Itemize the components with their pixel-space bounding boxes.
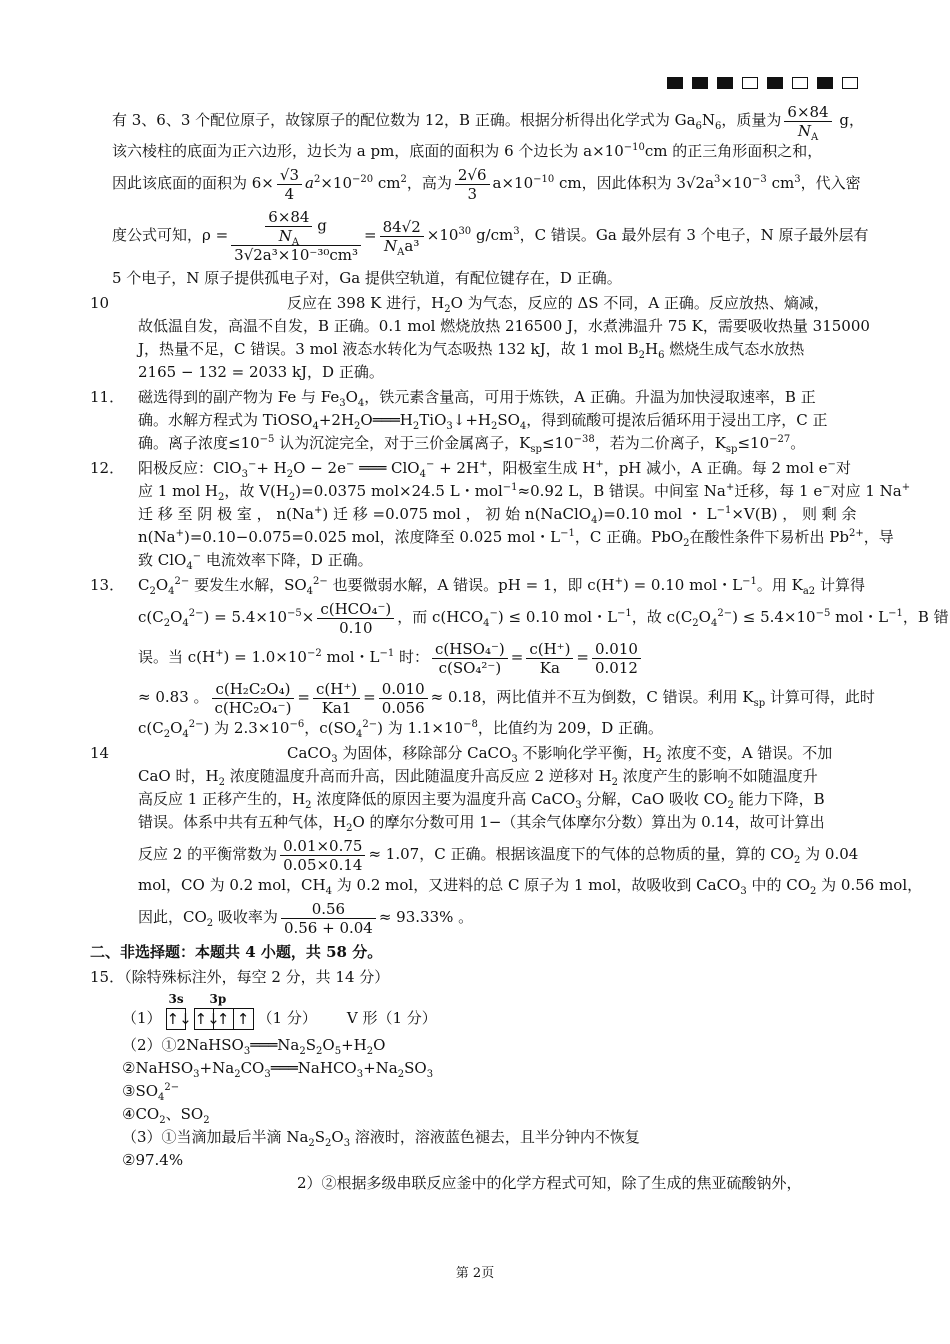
h-over-ka: $\frac{c(H^+)}{Ka}$ [526, 640, 573, 677]
hco4-fraction: $\frac{\text{c(HCO₄⁻)}}{0.10}$ [317, 600, 394, 637]
height-fraction: $\frac{2√6}{3}$ [455, 166, 490, 203]
q9-answer: 有 3、6、3 个配位原子，故镓原子的配位数为 12，B 正确。根据分析得出化学式为 $Ga_6N_6$，质量为 $\frac{6\times 84}{N_A}$ g， 该六棱柱的底面为正六边形，边长为 a pm，底面的面积为 6 个边长为 $a\times 10^{-10}cm$ 的正三角形面积之和， 因此该底面的面积为 6× $\frac{√3}{4}$ $a^2\times 10^{-20}$ $cm^2$，高为 $\frac{2√6}{3}$ $a\times 10^{-10}$ cm，因此体积为 $3√2a^3\times 10^{-3}$ $cm^3$，代入密 度公式可知，ρ = $\frac{6\times 84}{N_A}$ g 3√2a³×10⁻³⁰cm³ = $\frac{84√2}{N_Aa^3}$ $\times 10^{30}$ $g/cm^3$，C 错误。Ga 最外层有 3 个电子，N 原子最外层有 5 个电子，N 原子提供孤电子对，Ga 提供空轨道，有配位键存在，D 正确。 [112, 102, 869, 287]
answer-content [90, 100, 949, 1195]
square-empty [842, 77, 858, 89]
square-filled [817, 77, 833, 89]
square-empty [792, 77, 808, 89]
mass-fraction: $\frac{6\times 84}{N_A}$ [784, 103, 831, 140]
q12-answer: 12． 阳极反应：$ClO_3^-+ H_2O - 2e^-$ ═══ ClO$_4$− + 2H+，阳极室生成 H+，pH 减小，A 正确。每 2 mol e−对 应 1 mol $H_2$，故 $V(H_2)=0.0375$ mol×24.5 L・mol$^{-1}$≈0.92 L，B 错误。中间室 Na+迁移，每 1 e−对应 1 Na+ 迁 移 至 阴 极 室 ， n(Na+) 迁 移 =0.075 mol ， 初 始 n(NaClO$_4$)=0.10 mol ・ $L^{-1}\times V(B)$ ， 则 剩 余 n(Na+)=0.10−0.075=0.025 mol，浓度降至 0.025 mol・$L^{-1}$，C 正确。PbO$_2$在酸性条件下易析出 $Pb^{2+}$，导 致 ClO$_4$− 电流效率下降，D 正确。 [90, 459, 911, 572]
square-empty [742, 77, 758, 89]
density-fraction: $\frac{6\times 84}{N_A}$ g 3√2a³×10⁻³⁰cm³ [231, 208, 361, 264]
equilibrium-fraction: $\frac{0.01\times 0.75}{0.05\times 0.14}$ [280, 837, 365, 874]
square-filled [692, 77, 708, 89]
sqrt3-over-4: $\frac{√3}{4}$ [277, 166, 302, 203]
section-heading: 二、非选择题：本题共 4 小题，共 58 分。 [90, 943, 383, 961]
h-over-ka1: $\frac{c(H^+)}{Ka1}$ [313, 680, 360, 717]
ratio-0012: $\frac{0.010}{0.012}$ [592, 640, 641, 677]
page-footer: 第 2页 [455, 1266, 495, 1281]
ratio-0056: $\frac{0.010}{0.056}$ [379, 680, 428, 717]
square-filled [717, 77, 733, 89]
density-result-fraction: $\frac{84√2}{N_Aa^3}$ [380, 218, 424, 255]
square-filled [667, 77, 683, 89]
hso4-ratio: $\frac{\text{c(HSO₄⁻)}}{\text{c(SO₄²⁻)}}$ [432, 640, 508, 677]
q13-answer: 13． $C_2O_4^{2-}$ 要发生水解，$SO_4^{2-}$ 也要微弱水解，A 错误。pH = 1，即 c(H+) = 0.10 mol・$L^{-1}$。用 $K_{a2}$ 计算得 $c(C_2O_4^{2-}) = 5.4\times 10^{-5}\times$ $\frac{\text{c(HCO₄⁻)}}{0.10}$ ，而 $c(HCO_4^-) \le 0.10$ mol・$L^{-1}$，故 $c(C_2O_4^{2-}) \le 5.4\times 10^{-5}$ mol・$L^{-1}$，B 错 误。当 $c(H^+) = 1.0\times 10^{-2}$ mol・$L^{-1}$ 时： $\frac{\text{c(HSO₄⁻)}}{\text{c(SO₄²⁻)}}$ = $\frac{c(H^+)}{Ka}$ = $\frac{0.010}{0.012}$ ≈ 0.83 。 $\frac{\text{c(H₂C₂O₄)}}{\text{c(HC₂O₄⁻)}}$ = $\frac{c(H^+)}{Ka1}$ = $\frac{0.010}{0.056}$ ≈ 0.18，两比值并不互为倒数，C 错误。利用 $K_{sp}$ 计算可得，此时 $c(C_2O_4^{2-})$ 为 $2.3\times 10^{-6}$，$c(SO_4^{2-})$ 为 $1.1\times 10^{-8}$，比值约为 209，D 正确。 [90, 576, 949, 740]
progress-squares [667, 77, 858, 89]
q14-answer: 14 CaCO$_3$ 为固体，移除部分 CaCO$_3$ 不影响化学平衡，$H_2$ 浓度不变，A 错误。不加 CaO 时，$H_2$ 浓度随温度升高而升高，因此随温度升高反应 2 逆移对 $H_2$ 浓度产生的影响不如随温度升 高反应 1 正移产生的，$H_2$ 浓度降低的原因主要为温度升高 CaCO$_3$ 分解，CaO 吸收 $CO_2$ 能力下降，B 错误。体系中共有五种气体，$H_2O$ 的摩尔分数可用 1−（其余气体摩尔分数）算出为 0.14，故可计算出 反应 2 的平衡常数为 $\frac{0.01\times 0.75}{0.05\times 0.14}$ ≈ 1.07，C 正确。根据该温度下的气体的总物质的量，算的 $CO_2$ 为 0.04 mol，CO 为 0.2 mol，$CH_4$ 为 0.2 mol，又进料的总 C 原子为 1 mol，故吸收到 CaCO$_3$ 中的 $CO_2$ 为 0.56 mol， 因此，$CO_2$ 吸收率为 $\frac{0.56}{0.56 + 0.04}$ ≈ 93.33% 。 [90, 744, 923, 937]
q15-answer: 15．（除特殊标注外，每空 2 分，共 14 分） （1） 3s ↑↓ 3p ↑↓ ↑ ↑ （1 分） V 形（1 分） $(2)①2NaHSO_3═══Na_2S_2O_5+H_2O$ $②NaHSO_3+Na_2CO_3═══NaHCO_3+Na_2SO_3$ $③SO_4^{2-}$ $④CO_2$、$SO_2$ （3）①当滴加最后半滴 $Na_2S_2O_3$ 溶液时，溶液蓝色褪去，且半分钟内不恢复 ②97.4% 2）②根据多级串联反应釜中的化学方程式可知，除了生成的焦亚硫酸钠外， [90, 968, 802, 1192]
square-filled [767, 77, 783, 89]
h2c2o4-ratio: $\frac{\text{c(H₂C₂O₄)}}{\text{c(HC₂O₄⁻)}}$ [212, 680, 295, 717]
absorption-fraction: $\frac{0.56}{0.56 + 0.04}$ [281, 900, 376, 937]
q10-answer: 10 反应在 398 K 进行，$H_2O$ 为气态，反应的 ΔS 不同，A 正确。反应放热、熵减， 故低温自发，高温不自发，B 正确。0.1 mol 燃烧放热 216500 J，水煮沸温升 75 K，需要吸收热量 315000 J，热量不足，C 错误。3 mol 液态水转化为气态吸热 132 kJ，故 1 mol $B_2H_6$ 燃烧生成气态水放热 2165 − 132 = 2033 kJ，D 正确。 [90, 294, 870, 381]
q11-answer: 11． 磁选得到的副产物为 Fe 与 $Fe_3O_4$，铁元素含量高，可用于炼铁，A 正确。升温为加快浸取速率，B 正 确。水解方程式为 $TiOSO_4+2H_2O═══H_2TiO_3↓+H_2SO_4$，得到硫酸可提浓后循环用于浸出工序，C 正 确。离子浓度$\le 10^{-5}$ 认为沉淀完全，对于三价金属离子，$K_{sp}\le 10^{-38}$，若为二价离子，$K_{sp}\le 10^{-27}$。 [90, 388, 828, 455]
orbital-3s: 3s ↑↓ [166, 992, 192, 1028]
orbital-3p: 3p ↑↓ ↑ ↑ [194, 1004, 254, 1034]
